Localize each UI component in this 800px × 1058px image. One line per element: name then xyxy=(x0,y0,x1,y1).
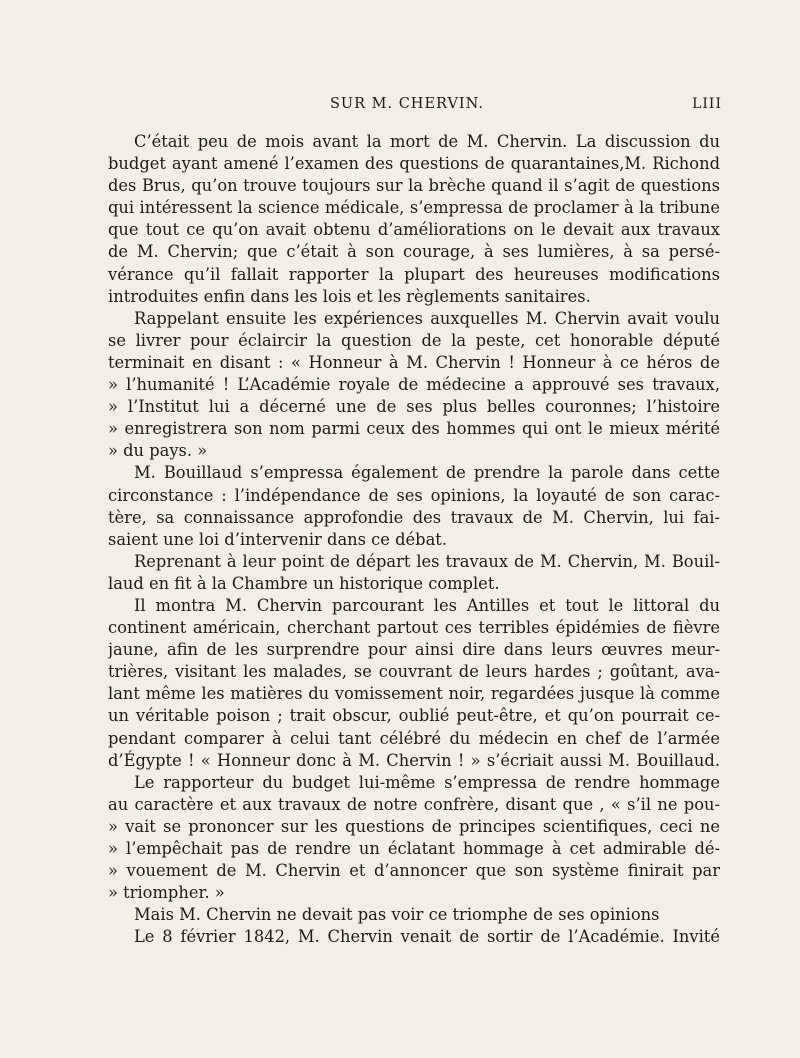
text-line: » enregistrera son nom parmi ceux des hommes qui ont le mieux mérité xyxy=(108,419,720,439)
text-line: Le 8 février 1842, M. Chervin venait de sortir de l’Académie. Invité xyxy=(134,927,720,947)
text-line: introduites enfin dans les lois et les règlements sanitaires. xyxy=(108,286,591,306)
page-header xyxy=(92,96,722,118)
text-line: » du pays. » xyxy=(108,441,208,461)
page-number: LIII xyxy=(692,96,722,112)
text-line: » triompher. » xyxy=(108,883,225,903)
text-line: lant même les matières du vomissement noir, regardées jusque là comme xyxy=(108,684,720,704)
text-line: Il montra M. Chervin parcourant les Antilles et tout le littoral du xyxy=(134,595,720,615)
text-line: jaune, afin de les surprendre pour ainsi dire dans leurs œuvres meur- xyxy=(108,640,720,660)
text-line: » vait se prononcer sur les questions de principes scientifiques, ceci ne xyxy=(108,816,720,836)
text-line: continent américain, cherchant partout ces terribles épidémies de fièvre xyxy=(108,618,720,638)
text-line: budget ayant amené l’examen des questions de quarantaines,M. Richond xyxy=(108,154,720,174)
text-line: tère, sa connaissance approfondie des travaux de M. Chervin, lui fai- xyxy=(108,507,720,527)
text-line: » l’Institut lui a décerné une de ses plus belles couronnes; l’histoire xyxy=(108,397,720,417)
text-line: Rappelant ensuite les expériences auxquelles M. Chervin avait voulu xyxy=(134,308,720,328)
text-line: » vouement de M. Chervin et d’annoncer que son système finirait par xyxy=(108,861,720,881)
running-title: SUR M. CHERVIN. xyxy=(329,96,485,112)
text-line: saient une loi d’intervenir dans ce débat. xyxy=(108,529,447,549)
text-line: Le rapporteur du budget lui-même s’empressa de rendre hommage xyxy=(134,772,720,792)
text-line: » l’empêchait pas de rendre un éclatant hommage à cet admirable dé- xyxy=(108,839,720,858)
text-line: laud en fit à la Chambre un historique complet. xyxy=(108,573,500,593)
text-line: Reprenant à leur point de départ les travaux de M. Chervin, M. Bouil- xyxy=(134,551,720,571)
text-line: d’Égypte ! « Honneur donc à M. Chervin ! » s’écriait aussi M. Bouillaud. xyxy=(108,750,720,770)
text-line: pendant comparer à celui tant célébré du médecin en chef de l’armée xyxy=(108,728,720,748)
text-line: C’était peu de mois avant la mort de M. Chervin. La discussion du xyxy=(134,132,720,151)
text-line: circonstance : l’indépendance de ses opinions, la loyauté de son carac- xyxy=(108,485,720,505)
text-line: » l’humanité ! L’Académie royale de médecine a approuvé ses travaux, xyxy=(108,375,720,395)
text-line: trières, visitant les malades, se couvrant de leurs hardes ; goûtant, ava- xyxy=(108,662,720,682)
text-line: vérance qu’il fallait rapporter la plupart des heureuses modifications xyxy=(108,264,720,284)
text-line: Mais M. Chervin ne devait pas voir ce triomphe de ses opinions xyxy=(134,905,660,925)
text-line: de M. Chervin; que c’était à son courage, à ses lumières, à sa persé- xyxy=(108,242,720,262)
text-line: terminait en disant : « Honneur à M. Chervin ! Honneur à ce héros de xyxy=(108,352,720,372)
text-line: un véritable poison ; trait obscur, oublié peut-être, et qu’on pourrait ce- xyxy=(108,706,720,726)
text-line: au caractère et aux travaux de notre confrère, disant que , « s’il ne pou- xyxy=(108,794,720,814)
text-line: se livrer pour éclaircir la question de la peste, cet honorable député xyxy=(108,330,720,350)
text-line: M. Bouillaud s’empressa également de prendre la parole dans cette xyxy=(134,463,720,483)
text-line: que tout ce qu’on avait obtenu d’améliorations on le devait aux travaux xyxy=(108,220,720,240)
body-text xyxy=(108,131,720,948)
text-line: qui intéressent la science médicale, s’empressa de proclamer à la tribune xyxy=(108,198,720,218)
text-line: des Brus, qu’on trouve toujours sur la brèche quand il s’agit de questions xyxy=(108,176,720,196)
